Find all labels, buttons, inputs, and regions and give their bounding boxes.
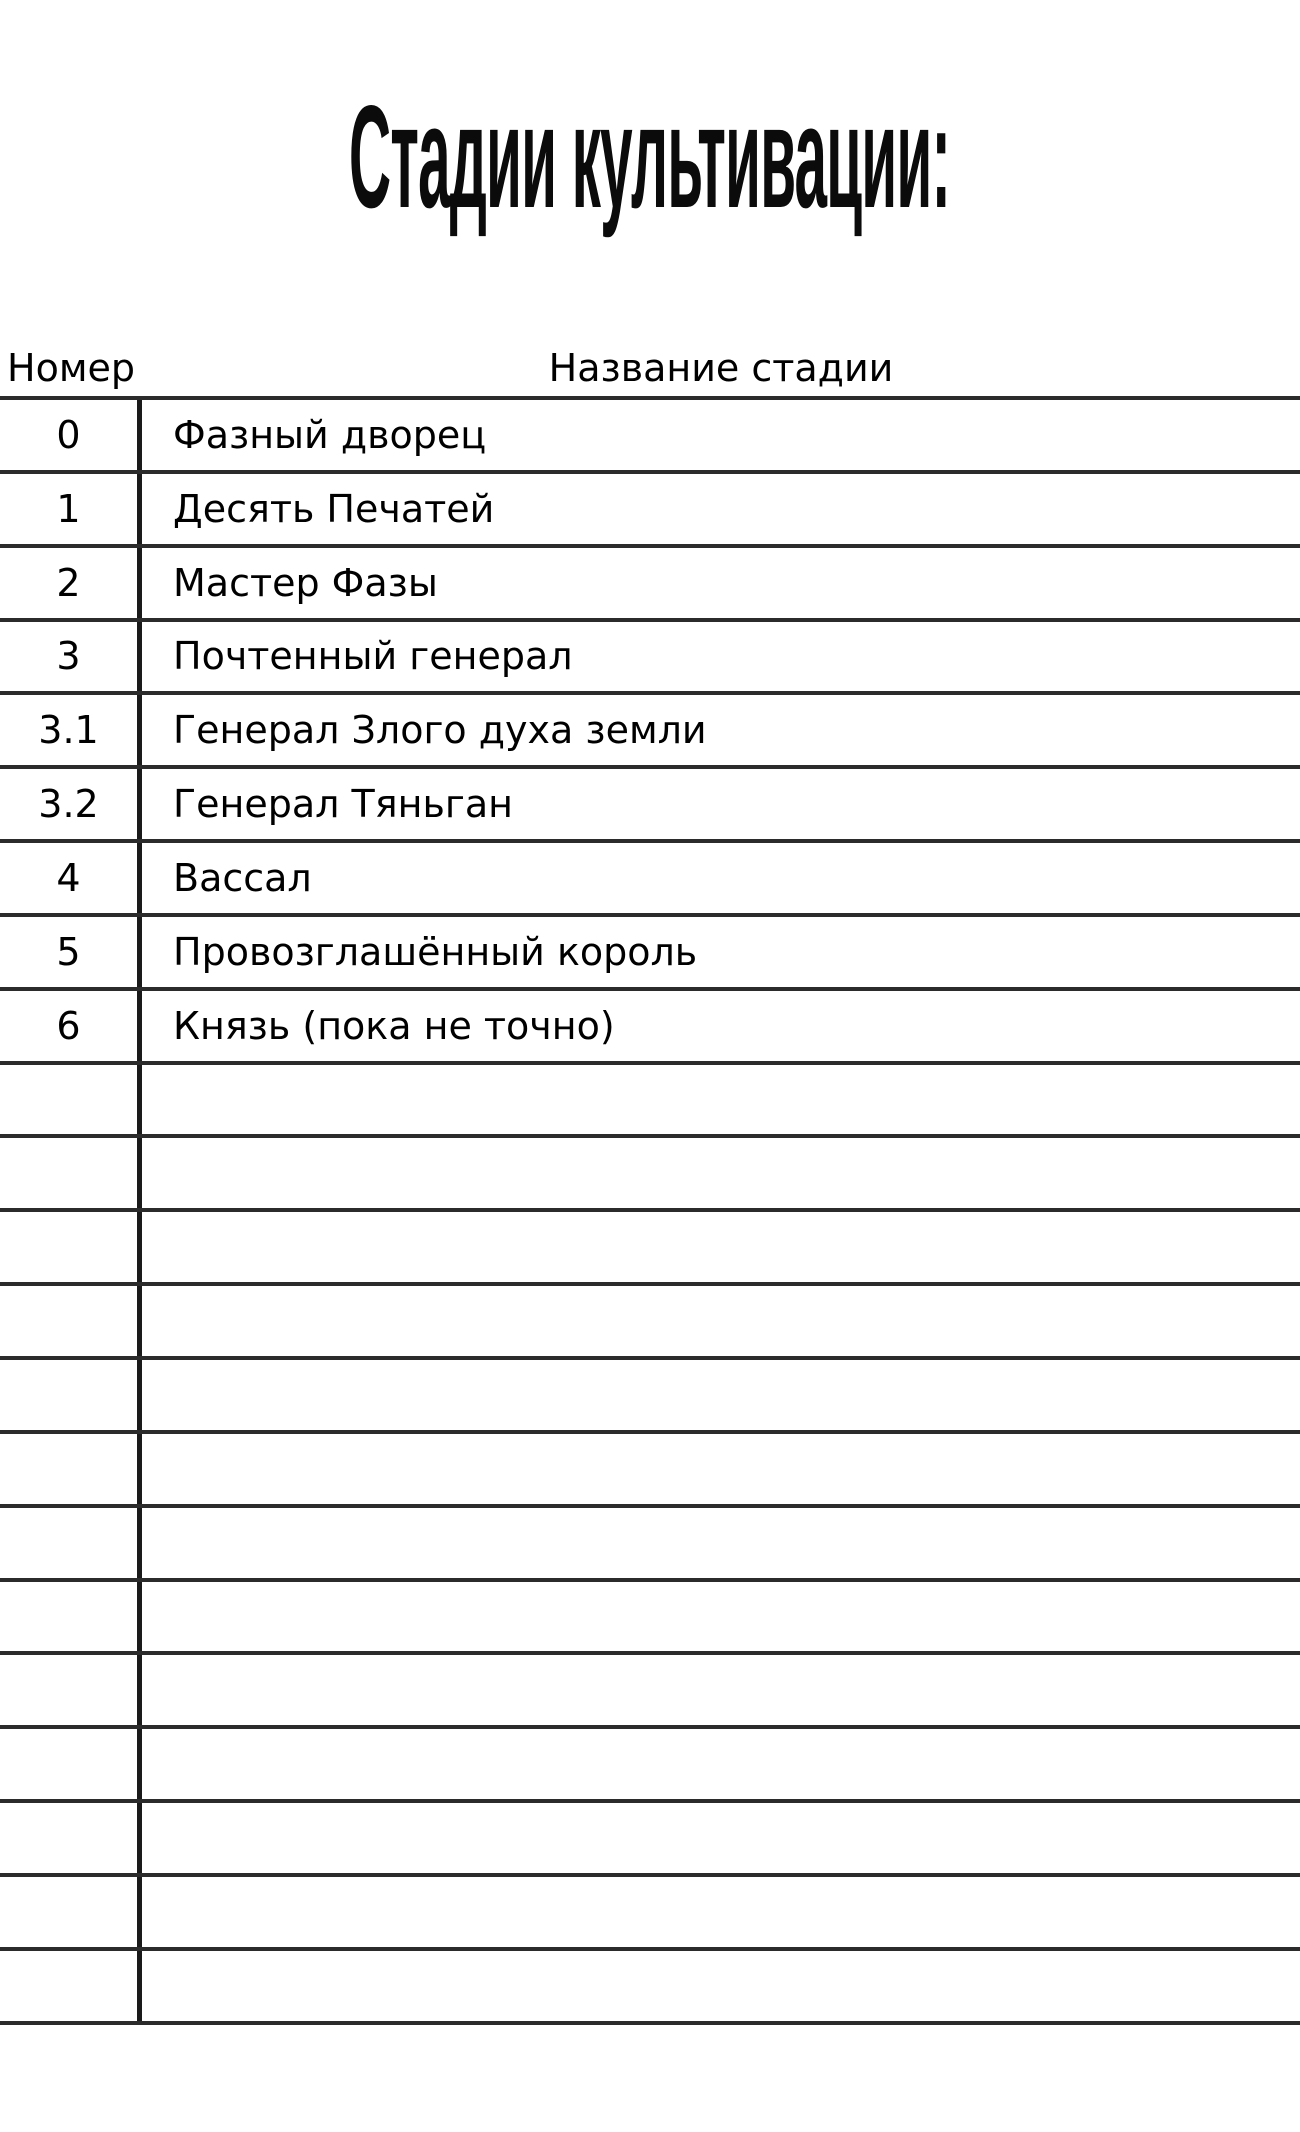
stage-number	[0, 1360, 142, 1430]
stage-number: 3	[0, 622, 142, 692]
stage-name: Князь (пока не точно)	[173, 1003, 615, 1048]
stage-name	[142, 1582, 1300, 1652]
stage-name	[142, 1360, 1300, 1430]
table-row	[0, 917, 1300, 991]
table-row	[0, 548, 1300, 622]
stage-number	[0, 1434, 142, 1504]
column-header-stage-name: Название стадии	[548, 346, 894, 391]
stage-number: 4	[0, 843, 142, 913]
stage-name: Провозглашённый король	[173, 929, 698, 974]
stage-number	[0, 1951, 142, 2021]
table-row-empty	[0, 1138, 1300, 1212]
cultivation-table	[0, 396, 1300, 2025]
stage-name: Почтенный генерал	[173, 634, 573, 679]
stage-name: Фазный дворец	[173, 412, 487, 457]
stage-number	[0, 1582, 142, 1652]
table-row-empty	[0, 1360, 1300, 1434]
stage-name	[142, 1212, 1300, 1282]
stage-number	[0, 1803, 142, 1873]
stage-name	[142, 1877, 1300, 1947]
table-row-empty	[0, 1803, 1300, 1877]
table-row-empty	[0, 1729, 1300, 1803]
stage-number	[0, 1877, 142, 1947]
table-row-empty	[0, 1655, 1300, 1729]
stage-number	[0, 1286, 142, 1356]
stage-name	[142, 1508, 1300, 1578]
table-row-empty	[0, 1286, 1300, 1360]
column-header-number: Номер	[7, 346, 135, 391]
stage-name	[142, 1803, 1300, 1873]
stage-number: 5	[0, 917, 142, 987]
table-row-empty	[0, 1434, 1300, 1508]
stage-name	[142, 1951, 1300, 2021]
cultivation-table-body	[0, 400, 1300, 2025]
stage-number	[0, 1138, 142, 1208]
table-row	[0, 622, 1300, 696]
stage-name: Мастер Фазы	[173, 560, 438, 605]
table-row	[0, 400, 1300, 474]
stage-number: 1	[0, 474, 142, 544]
table-row-empty	[0, 1508, 1300, 1582]
table-header-row	[0, 334, 1300, 390]
stage-name: Вассал	[173, 855, 312, 900]
table-row	[0, 695, 1300, 769]
page-title: Стадии культивации:	[349, 75, 951, 238]
stage-name	[142, 1138, 1300, 1208]
stage-name	[142, 1729, 1300, 1799]
stage-name: Десять Печатей	[173, 486, 495, 531]
stage-number	[0, 1508, 142, 1578]
table-row-empty	[0, 1877, 1300, 1951]
stage-number: 6	[0, 991, 142, 1061]
table-row	[0, 843, 1300, 917]
stage-name	[142, 1434, 1300, 1504]
stage-number: 2	[0, 548, 142, 618]
stage-number: 3.2	[0, 769, 142, 839]
stage-number	[0, 1065, 142, 1135]
document-page	[0, 75, 1300, 2132]
table-row	[0, 769, 1300, 843]
stage-name: Генерал Злого духа земли	[173, 708, 707, 753]
stage-number	[0, 1729, 142, 1799]
table-row	[0, 991, 1300, 1065]
stage-number	[0, 1655, 142, 1725]
stage-number: 3.1	[0, 695, 142, 765]
stage-name	[142, 1655, 1300, 1725]
stage-number	[0, 1212, 142, 1282]
table-row-empty	[0, 1212, 1300, 1286]
table-row	[0, 474, 1300, 548]
stage-name	[142, 1286, 1300, 1356]
stage-number: 0	[0, 400, 142, 470]
table-row-empty	[0, 1065, 1300, 1139]
stage-name	[142, 1065, 1300, 1135]
stage-name: Генерал Тяньган	[173, 782, 513, 827]
page-title-row	[0, 75, 1300, 238]
table-row-empty	[0, 1582, 1300, 1656]
table-row-empty	[0, 1951, 1300, 2025]
